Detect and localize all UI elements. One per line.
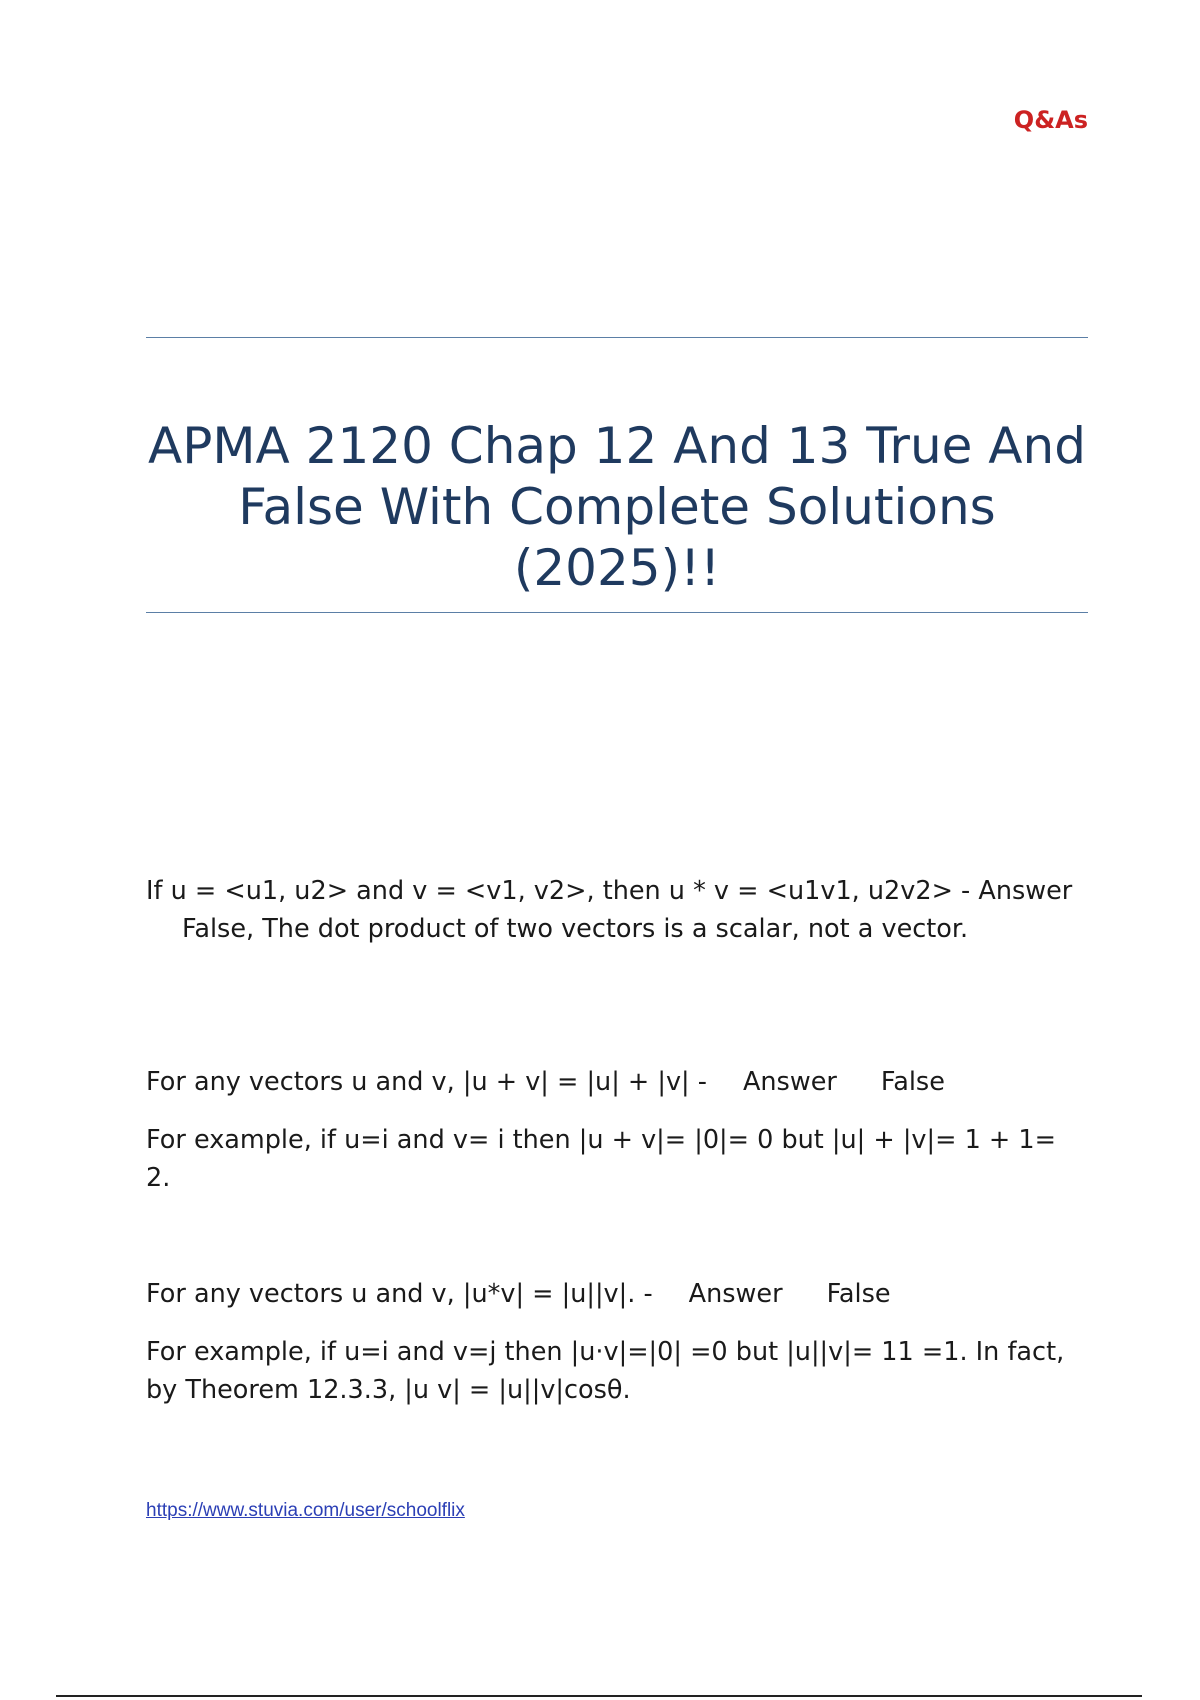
answer-text: False, The dot product of two vectors is a scalar, not a vector. xyxy=(182,914,969,944)
qa-badge: Q&As xyxy=(1013,106,1088,134)
footer-divider xyxy=(56,1695,1142,1697)
document-title: APMA 2120 Chap 12 And 13 True And False With Complete Solutions (2025)!! xyxy=(148,417,1086,597)
answer-label: Answer xyxy=(742,1067,837,1097)
source-link[interactable]: https://www.stuvia.com/user/schoolflix xyxy=(146,1500,465,1521)
qa-item-1-text xyxy=(146,872,1088,948)
qa-item-3-question-line xyxy=(146,1275,1088,1313)
answer-text: False xyxy=(826,1279,891,1309)
qa-item-1 xyxy=(146,872,1088,948)
question-text: For any vectors u and v, |u*v| = |u||v|. - xyxy=(146,1279,653,1309)
answer-text: False xyxy=(880,1067,945,1097)
qa-item-3 xyxy=(146,1275,1088,1409)
answer-label: Answer xyxy=(978,876,1073,906)
question-text: For any vectors u and v, |u + v| = |u| + |v| - xyxy=(146,1067,707,1097)
title-bottom-divider xyxy=(146,612,1088,613)
title-top-divider xyxy=(146,337,1088,338)
explanation-text: For example, if u=i and v= i then |u + v|= |0|= 0 but |u| + |v|= 1 + 1= 2. xyxy=(146,1125,1056,1193)
answer-label: Answer xyxy=(688,1279,783,1309)
qa-item-2 xyxy=(146,1063,1088,1197)
qa-item-2-question-line xyxy=(146,1063,1088,1101)
question-text: If u = <u1, u2> and v = <v1, v2>, then u * v = <u1v1, u2v2> - xyxy=(146,876,971,906)
explanation-text: For example, if u=i and v=j then |u·v|=|0| =0 but |u||v|= 11 =1. In fact, by Theorem 12.3.3, |u v| = |u||v|cosθ. xyxy=(146,1337,1065,1405)
